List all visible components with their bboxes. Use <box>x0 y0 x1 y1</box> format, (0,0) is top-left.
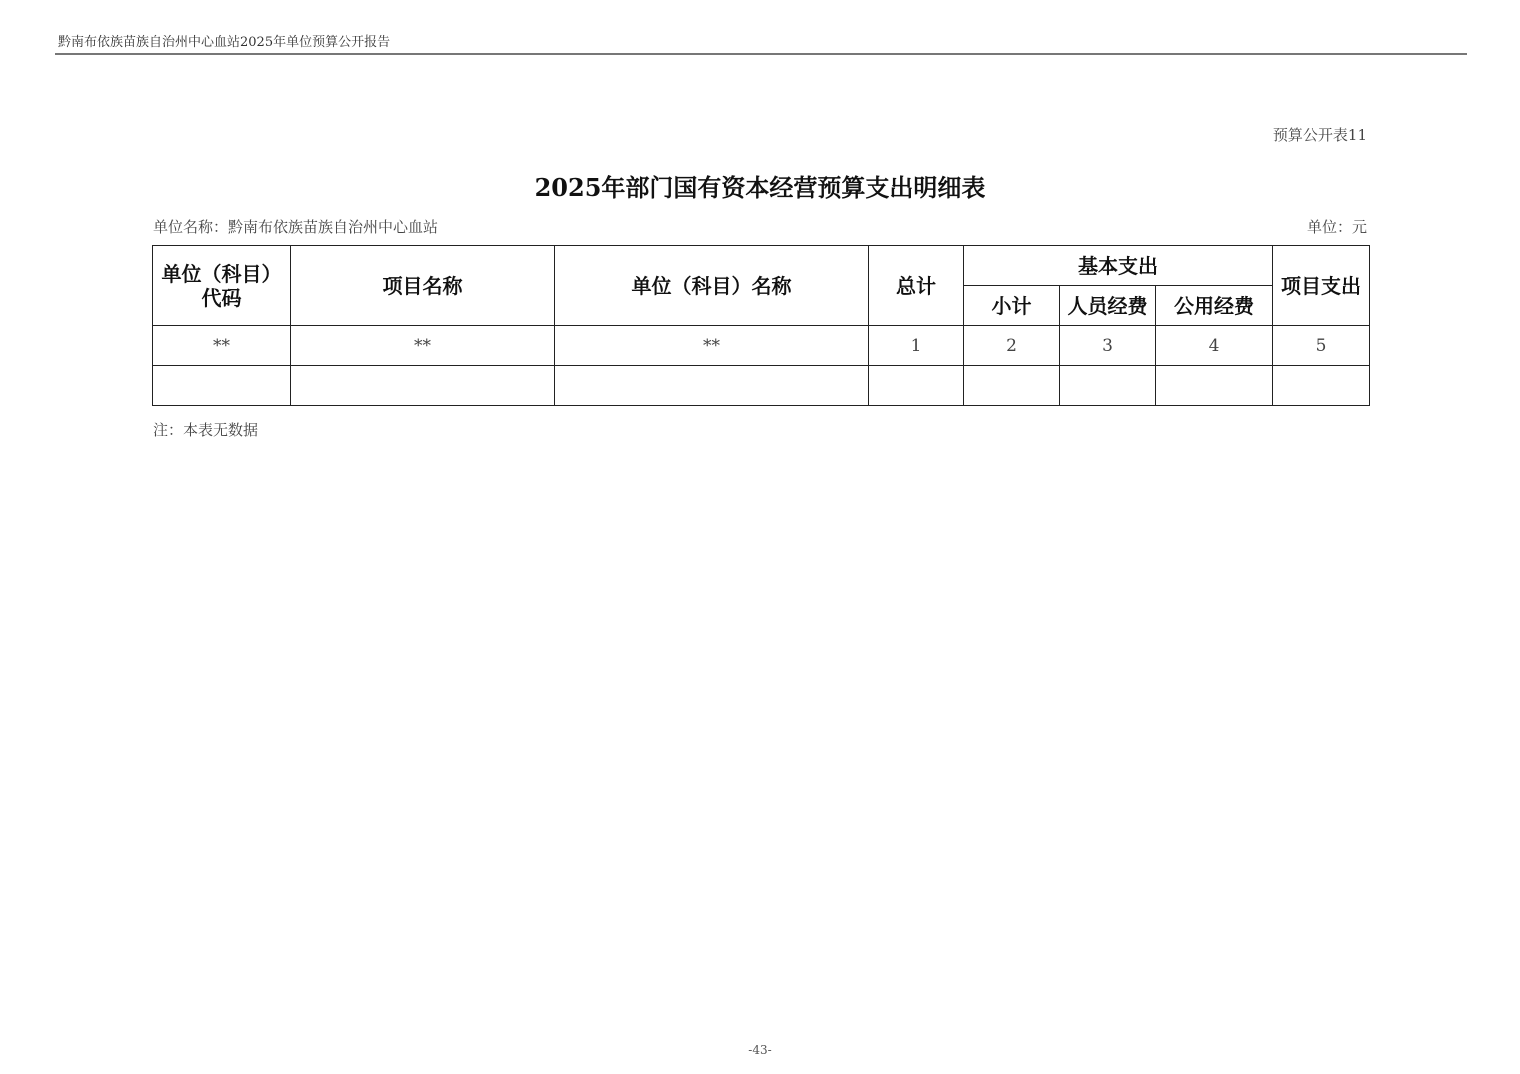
table-row <box>153 366 1370 406</box>
table-cell <box>291 366 555 406</box>
index-cell: 4 <box>1156 326 1273 366</box>
budget-table <box>152 245 1370 406</box>
table-cell <box>555 366 869 406</box>
running-header: 黔南布依族苗族自治州中心血站2025年单位预算公开报告 <box>58 35 391 50</box>
header-project-name: 项目名称 <box>291 246 555 326</box>
unit-name: 单位名称：黔南布依族苗族自治州中心血站 <box>153 218 439 236</box>
table-cell <box>1273 366 1370 406</box>
index-cell: 1 <box>869 326 964 366</box>
header-personnel: 人员经费 <box>1060 286 1156 326</box>
index-cell: ** <box>153 326 291 366</box>
index-cell: 5 <box>1273 326 1370 366</box>
header-basic-expenditure: 基本支出 <box>964 246 1273 286</box>
table-number: 预算公开表11 <box>1272 126 1367 144</box>
header-project-expenditure: 项目支出 <box>1273 246 1370 326</box>
table-note: 注：本表无数据 <box>153 421 259 439</box>
page-number: -43- <box>748 1043 772 1057</box>
header-public: 公用经费 <box>1156 286 1273 326</box>
table-cell <box>1156 366 1273 406</box>
table-cell <box>153 366 291 406</box>
index-cell: 2 <box>964 326 1060 366</box>
index-cell: ** <box>291 326 555 366</box>
index-row <box>153 326 1370 366</box>
document-title: 2025年部门国有资本经营预算支出明细表 <box>534 173 986 202</box>
table-cell <box>1060 366 1156 406</box>
index-cell: ** <box>555 326 869 366</box>
index-cell: 3 <box>1060 326 1156 366</box>
header-subtotal: 小计 <box>964 286 1060 326</box>
header-total: 总计 <box>869 246 964 326</box>
unit-currency: 单位：元 <box>1306 218 1367 236</box>
table-cell <box>964 366 1060 406</box>
table-cell <box>869 366 964 406</box>
header-rule <box>55 53 1467 55</box>
header-unit-code: 单位（科目）代码 <box>153 246 291 326</box>
header-unit-subject-name: 单位（科目）名称 <box>555 246 869 326</box>
